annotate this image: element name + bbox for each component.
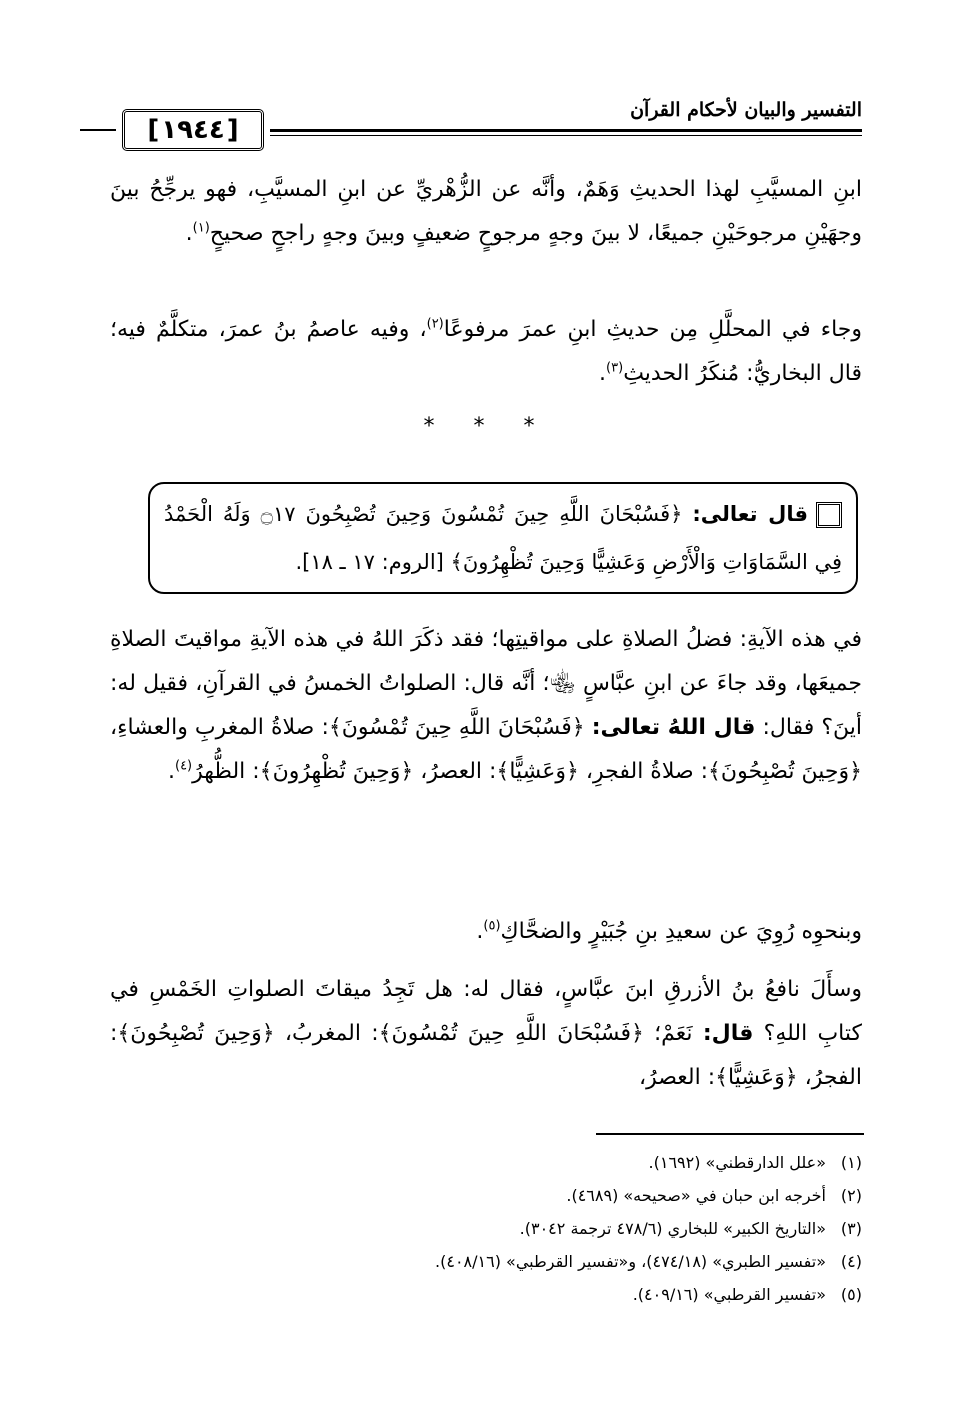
verse-label: قال تعالى: xyxy=(692,502,808,526)
paragraph-5-text-a: وسأَلَ نافعُ بنُ الأزرقِ ابنَ عبَّاسٍ، فقال له: هل تَجِدُ ميقاتَ الصلواتِ الخَمْسِ في كتابِ اللهِ؟ xyxy=(110,977,862,1046)
paragraph-3-text-a: في هذه الآيةِ: فضلُ الصلاةِ على مواقيتِها؛ فقد ذكَرَ اللهُ في هذه الآيةِ مواقيتَ الصلاةِ جميعَها، وقد جاءَ عن ابنِ عبَّاسٍ ﵄؛ أنَّه قال: الصلواتُ الخمسُ في القرآنِ، فقيل له: أينَ؟ فقال: xyxy=(110,627,863,740)
footnote-text: أخرجه ابن حبان في «صحيحه» (٤٦٨٩). xyxy=(566,1186,826,1205)
footnote xyxy=(110,1278,862,1311)
bracket-open-icon: [ xyxy=(147,115,160,145)
paragraph-1: ابنِ المسيَّبِ لهذا الحديثِ وَهَمٌ، وأنَّه عن الزُّهْريِّ عن ابنِ المسيَّبِ، فهو يرجِّحُ بينَ وجهَيْنِ مرجوحَيْنِ جميعًا، لا بينَ وجهٍ مرجوحٍ ضعيفٍ وبينَ وجهٍ راجحٍ صحيحٍ$^{(١)}$. xyxy=(110,177,862,246)
paragraph-1-text: ابنِ المسيَّبِ لهذا الحديثِ وَهَمٌ، وأنَّه عن الزُّهْريِّ عن ابنِ المسيَّبِ، فهو يرجِّحُ بينَ وجهَيْنِ مرجوحَيْنِ جميعًا، لا بينَ وجهٍ مرجوحٍ ضعيفٍ وبينَ وجهٍ راجحٍ صحيحٍ xyxy=(110,177,862,246)
footnote-number: (٣) xyxy=(840,1219,862,1238)
footnote-number: (٢) xyxy=(840,1186,862,1205)
paragraph-4-text: وبنحوِه رُوِيَ عن سعيدِ بنِ جُبَيْرٍ والضحَّاكِ xyxy=(500,919,862,944)
page-number: ١٩٤٤ xyxy=(161,115,225,145)
footnote xyxy=(110,1212,862,1245)
page-number-box xyxy=(122,109,264,151)
footnote-divider xyxy=(596,1133,864,1135)
ornament-icon xyxy=(816,502,842,528)
footnote-ref-3: (٣) xyxy=(606,360,624,376)
header-rule-thin xyxy=(270,135,862,136)
page-header xyxy=(110,95,862,155)
footnotes xyxy=(110,1146,862,1311)
paragraph-5 xyxy=(110,968,862,1100)
paragraph-5-text-b: نَعَمْ؛ ﴿فَسُبْحَانَ اللَّهِ حِينَ تُمْسُونَ﴾: المغربُ، ﴿وَحِينَ تُصْبِحُونَ﴾: الفجرُ، ﴿وَعَشِيًّا﴾: العصرُ، xyxy=(110,1021,862,1090)
verse-text: ﴿فَسُبْحَانَ اللَّهِ حِينَ تُمْسُونَ وَحِينَ تُصْبِحُونَ ۝١٧ وَلَهُ الْحَمْدُ فِي السَّمَاوَاتِ وَالْأَرْضِ وَعَشِيًّا وَحِينَ تُظْهِرُونَ﴾ xyxy=(164,502,842,574)
paragraph-3: في هذه الآيةِ: فضلُ الصلاةِ على مواقيتِها؛ فقد ذكَرَ اللهُ في هذه الآيةِ مواقيتَ الصلاةِ جميعَها، وقد جاءَ عن ابنِ عبَّاسٍ ﵄؛ أنَّه قال: الصلواتُ الخمسُ في القرآنِ، فقيل له: أينَ؟ فقال: قال اللهُ تعالى: ﴿فَسُبْحَانَ اللَّهِ حِينَ تُمْسُونَ﴾: صلاةُ المغربِ والعشاءِ، ﴿وَحِينَ تُصْبِحُونَ﴾: صلاةُ الفجرِ، ﴿وَعَشِيًّا﴾: العصرُ، ﴿وَحِينَ تُظْهِرُونَ﴾: الظُّهرُ$^{(٤)}$. xyxy=(110,627,863,784)
footnote-text: «التاريخ الكبير» للبخاري (٤٧٨/٦ ترجمة ٣٠٤٢). xyxy=(519,1219,826,1238)
quran-verse-box xyxy=(148,482,858,594)
paragraph-3-bold: قال اللهُ تعالى: xyxy=(591,715,756,740)
paragraph-2-text-a: وجاء في المحلَّلِ مِن حديثِ ابنِ عمرَ مرفوعًا xyxy=(443,317,863,342)
paragraph-2-text-b: ، وفيه عاصمُ بنُ عمرَ، متكلَّمٌ فيه؛ قال البخاريُّ: مُنكَرُ الحديثِ xyxy=(110,317,862,386)
running-title: التفسير والبيان لأحكام القرآن xyxy=(630,99,862,121)
footnote xyxy=(110,1146,862,1179)
footnote-number: (٥) xyxy=(840,1285,862,1304)
paragraph-5-bold: قال: xyxy=(702,1021,754,1046)
verse-citation: [الروم: ١٧ ـ ١٨]. xyxy=(295,550,444,574)
footnote-number: (٤) xyxy=(840,1252,862,1271)
footnote-ref-1: (١) xyxy=(192,220,210,236)
footnote-ref-4: (٤) xyxy=(174,758,193,774)
footnote xyxy=(110,1245,862,1278)
paragraph-3-text-b: ﴿فَسُبْحَانَ اللَّهِ حِينَ تُمْسُونَ﴾: صلاةُ المغربِ والعشاءِ، ﴿وَحِينَ تُصْبِحُونَ﴾: صلاةُ الفجرِ، ﴿وَعَشِيًّا﴾: العصرُ، ﴿وَحِينَ تُظْهِرُونَ﴾: الظُّهرُ xyxy=(110,715,862,784)
header-rule xyxy=(270,129,862,132)
paragraph-2: وجاء في المحلَّلِ مِن حديثِ ابنِ عمرَ مرفوعًا$^{(٢)}$، وفيه عاصمُ بنُ عمرَ، متكلَّمٌ فيه؛ قال البخاريُّ: مُنكَرُ الحديثِ$^{(٣)}$. xyxy=(110,316,863,386)
footnote-text: «علل الدارقطني» (١٦٩٢). xyxy=(648,1153,826,1172)
footnote-text: «تفسير الطبري» (٤٧٤/١٨)، و«تفسير القرطبي» (٤٠٨/١٦). xyxy=(435,1252,826,1271)
bracket-close-icon: ] xyxy=(226,115,239,145)
footnote-number: (١) xyxy=(840,1153,862,1172)
footnote-ref-2: (٢) xyxy=(426,316,444,332)
footnote-ref-5: (٥) xyxy=(483,918,501,934)
section-separator: * * * xyxy=(423,414,551,439)
paragraph-4: وبنحوِه رُوِيَ عن سعيدِ بنِ جُبَيْرٍ والضحَّاكِ$^{(٥)}$. xyxy=(476,918,862,944)
footnote xyxy=(110,1179,862,1212)
header-rule-short xyxy=(80,129,116,131)
footnote-text: «تفسير القرطبي» (٤٠٩/١٦). xyxy=(632,1285,826,1304)
